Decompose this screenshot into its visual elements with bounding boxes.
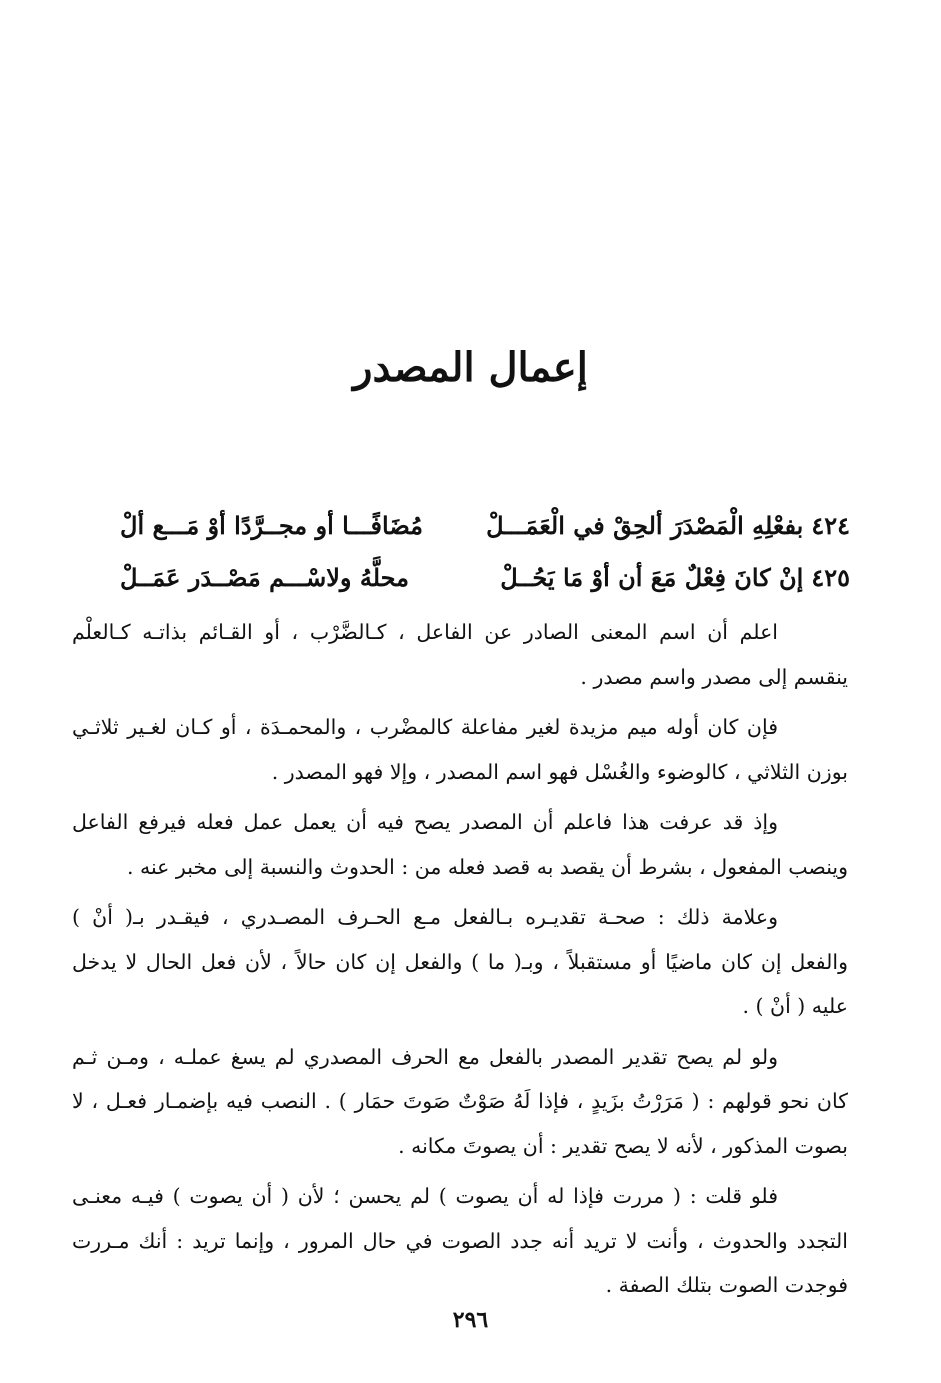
paragraph — [72, 800, 848, 889]
paragraph — [72, 1174, 848, 1308]
text-line: اعلم أن اسم المعنى الصادر عن الفاعل ، كـالضَّرْب ، أو القـائم بذاتـه كـالعلْم — [72, 620, 778, 644]
chapter-title: إعمال المصدر — [353, 344, 588, 391]
paragraph — [72, 610, 848, 699]
page-number: ٢٩٦ — [452, 1307, 489, 1333]
text-line: فلو قلت : ( مررت فإذا له أن يصوت ) لم يحسن ؛ لأن ( أن يصوت ) فيـه معنـى — [72, 1184, 778, 1208]
verse-line — [120, 500, 850, 552]
verse-second-hemistich: محلَّهُ ولاسْـــم مَصْــدَر عَمَــلْ — [120, 563, 410, 592]
text-line: والفعل إن كان ماضيًا أو مستقبلاً ، وبـ( ما ) والفعل إن كان حالاً ، لأن فعل الحال لا يدخل — [72, 949, 848, 974]
verse-first-hemistich-text: بفعْلِهِ الْمَصْدَرَ ألحِقْ في الْعَمَـــلْ — [486, 511, 804, 540]
verse-first-hemistich — [486, 500, 850, 552]
paragraph — [72, 1035, 848, 1169]
text-line: ولو لم يصح تقدير المصدر بالفعل مع الحرف المصدري لم يسغ عملـه ، ومـن ثـم — [72, 1044, 778, 1069]
verse-first-hemistich-text: إنْ كانَ فِعْلٌ مَعَ أن أوْ مَا يَحُــلْ — [500, 563, 804, 592]
text-line: التجدد والحدوث ، وأنت لا تريد أنه جدد الصوت في حال المرور ، وإنما تريد : أنك مـررت — [72, 1228, 848, 1253]
text-line: ينقسم إلى مصدر واسم مصدر . — [580, 664, 848, 689]
text-line: وعلامة ذلك : صحـة تقديـره بـالفعل مـع الحـرف المصـدري ، فيقـدر بـ( أنْ ) — [72, 905, 778, 929]
commentary-text — [72, 610, 848, 1314]
verse-number: ٤٢٥ — [811, 563, 850, 592]
text-line: بصوت المذكور ، لأنه لا يصح تقدير : أن يصوتَ مكانه . — [398, 1133, 848, 1158]
verse-number: ٤٢٤ — [811, 511, 850, 540]
text-line: وإذ قد عرفت هذا فاعلم أن المصدر يصح فيه أن يعمل عمل فعله فيرفع الفاعل — [72, 810, 778, 834]
verse-first-hemistich — [500, 552, 850, 604]
text-line: بوزن الثلاثي ، كالوضوء والغُسْل فهو اسم المصدر ، وإلا فهو المصدر . — [271, 759, 848, 784]
paragraph — [72, 895, 848, 1029]
text-line: وينصب المفعول ، بشرط أن يقصد به قصد فعله من : الحدوث والنسبة إلى مخبر عنه . — [126, 854, 848, 879]
text-line: عليه ( أنْ ) . — [742, 994, 848, 1018]
verse-line — [120, 552, 850, 604]
text-line: فوجدت الصوت بتلك الصفة . — [605, 1273, 848, 1297]
paragraph — [72, 705, 848, 794]
text-line: كان نحو قولهم : ( مَرَرْتُ بزَيدٍ ، فإذا لَهُ صَوْتٌ صَوتَ حمَار ) . النصب فيه بإضمـار فعـل ، لا — [72, 1089, 848, 1113]
text-line: فإن كان أوله ميم مزيدة لغير مفاعلة كالمضْرب ، والمحمـدَة ، أو كـان لغـير ثلاثـي — [72, 715, 778, 739]
verse-second-hemistich: مُضَافًـــا أو مجــرَّدًا أوْ مَـــع ألْ — [120, 511, 423, 540]
verse-block — [120, 500, 850, 604]
